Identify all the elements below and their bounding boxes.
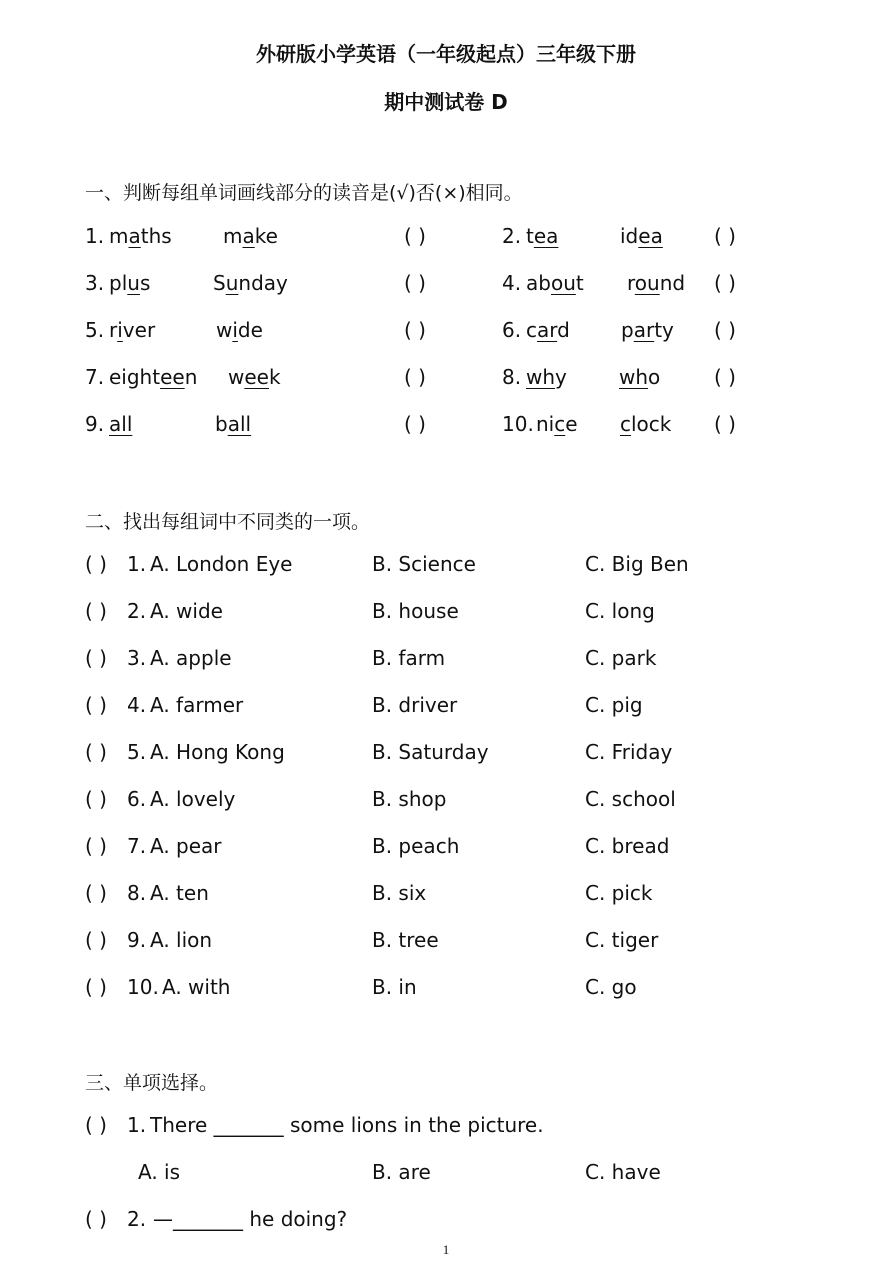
option-a: A. Hong Kong [150, 740, 285, 764]
answer-paren: ( ) [85, 975, 107, 999]
underlined-letters: ou [634, 271, 660, 295]
underlined-letters: ar [633, 318, 655, 342]
option-c: C. pig [585, 693, 643, 717]
section2-item-10 [0, 975, 892, 1005]
word-2 [228, 365, 281, 389]
underlined-letters: ea [638, 224, 663, 248]
underlined-letters: ee [160, 365, 185, 389]
answer-paren: ( ) [714, 271, 736, 295]
section2-item-9 [0, 928, 892, 958]
item-number: 2. [502, 224, 522, 248]
word-part: n [184, 365, 198, 389]
item-number: 3. [85, 271, 105, 295]
underlined-letters: i [232, 318, 238, 342]
underlined-letters: u [225, 271, 239, 295]
word-part: s [139, 271, 151, 295]
underlined-letters: all [109, 412, 133, 436]
answer-paren: ( ) [404, 365, 426, 389]
option-b: B. in [372, 975, 417, 999]
option-c: C. pick [585, 881, 653, 905]
word-part: o [648, 365, 661, 389]
word-2 [619, 365, 660, 389]
option-a: A. lion [150, 928, 213, 952]
word-1 [526, 318, 570, 342]
underlined-letters: a [128, 224, 141, 248]
word-1 [109, 271, 150, 295]
question-text: —_______ he doing? [153, 1207, 348, 1231]
word-1 [109, 318, 155, 342]
underlined-letters: ou [550, 271, 576, 295]
item-number: 8. [127, 881, 147, 905]
underlined-letters: wh [619, 365, 649, 389]
option-a: A. apple [150, 646, 232, 670]
section2-item-1 [0, 552, 892, 582]
answer-paren: ( ) [85, 834, 107, 858]
item-number: 7. [127, 834, 147, 858]
word-part: w [228, 365, 245, 389]
option-a: A. ten [150, 881, 209, 905]
option-b: B. shop [372, 787, 447, 811]
word-1 [109, 224, 172, 248]
word-part: ths [140, 224, 172, 248]
word-2 [620, 224, 663, 248]
word-1 [109, 412, 132, 436]
answer-paren: ( ) [714, 224, 736, 248]
option-a: A. wide [150, 599, 223, 623]
word-part: m [109, 224, 129, 248]
section2-item-8 [0, 881, 892, 911]
item-number: 2. [127, 599, 147, 623]
underlined-letters: c [554, 412, 566, 436]
section2-item-3 [0, 646, 892, 676]
word-part: r [627, 271, 635, 295]
section3-heading: 三、单项选择。 [85, 1072, 219, 1094]
word-part: ab [526, 271, 551, 295]
answer-paren: ( ) [85, 1113, 107, 1137]
word-part: ty [654, 318, 674, 342]
word-2 [621, 318, 674, 342]
answer-paren: ( ) [404, 412, 426, 436]
word-2 [620, 412, 671, 436]
word-part: y [555, 365, 567, 389]
question-number: 1. [127, 1113, 147, 1137]
option-c: C. school [585, 787, 676, 811]
item-number: 4. [127, 693, 147, 717]
option-a: A. with [162, 975, 231, 999]
answer-paren: ( ) [714, 318, 736, 342]
option-c: C. bread [585, 834, 670, 858]
item-number: 10. [127, 975, 159, 999]
question-text: There _______ some lions in the picture. [150, 1113, 544, 1137]
word-1 [526, 224, 558, 248]
answer-paren: ( ) [404, 318, 426, 342]
underlined-letters: ee [244, 365, 269, 389]
option-c: C. Friday [585, 740, 673, 764]
answer-paren: ( ) [85, 693, 107, 717]
word-part: ni [536, 412, 555, 436]
section2-item-2 [0, 599, 892, 629]
item-number: 6. [127, 787, 147, 811]
word-part: de [237, 318, 263, 342]
option-b: B. house [372, 599, 459, 623]
underlined-letters: ar [537, 318, 558, 342]
word-part: S [213, 271, 226, 295]
word-part: eight [109, 365, 161, 389]
item-number: 3. [127, 646, 147, 670]
item-number: 9. [85, 412, 105, 436]
word-part: id [620, 224, 639, 248]
word-part: e [565, 412, 578, 436]
underlined-letters: a [242, 224, 255, 248]
option-b: B. peach [372, 834, 460, 858]
item-number: 4. [502, 271, 522, 295]
underlined-letters: i [117, 318, 123, 342]
answer-paren: ( ) [85, 599, 107, 623]
word-part: t [526, 224, 534, 248]
option-c: C. have [585, 1160, 661, 1184]
word-part: ke [254, 224, 278, 248]
word-part: d [557, 318, 570, 342]
word-2 [216, 318, 263, 342]
word-part: lock [631, 412, 672, 436]
item-number: 5. [85, 318, 105, 342]
word-part: pl [109, 271, 128, 295]
underlined-letters: c [620, 412, 631, 436]
item-number: 8. [502, 365, 522, 389]
underlined-letters: wh [526, 365, 556, 389]
section2-item-6 [0, 787, 892, 817]
answer-paren: ( ) [714, 365, 736, 389]
option-b: B. are [372, 1160, 431, 1184]
answer-paren: ( ) [85, 646, 107, 670]
page-number: 1 [442, 1242, 450, 1257]
option-c: C. park [585, 646, 657, 670]
section2-item-7 [0, 834, 892, 864]
section1-heading: 一、判断每组单词画线部分的读音是(√)否(×)相同。 [85, 182, 523, 204]
word-part: p [621, 318, 634, 342]
word-1 [109, 365, 197, 389]
word-2 [215, 412, 251, 436]
option-b: B. Science [372, 552, 476, 576]
option-b: B. farm [372, 646, 446, 670]
option-a: A. pear [150, 834, 222, 858]
word-part: m [223, 224, 243, 248]
question-number: 2. [127, 1207, 147, 1231]
option-c: C. tiger [585, 928, 659, 952]
word-part: nd [659, 271, 686, 295]
section2-item-5 [0, 740, 892, 770]
word-2 [627, 271, 685, 295]
item-number: 10. [502, 412, 534, 436]
option-a: A. is [138, 1160, 181, 1184]
option-c: C. go [585, 975, 637, 999]
document-title: 外研版小学英语（一年级起点）三年级下册 [256, 42, 636, 66]
document-subtitle: 期中测试卷 D [384, 90, 508, 114]
section3-question-1 [0, 1113, 892, 1143]
answer-paren: ( ) [85, 740, 107, 764]
item-number: 1. [127, 552, 147, 576]
item-number: 9. [127, 928, 147, 952]
word-part: t [575, 271, 584, 295]
option-b: B. tree [372, 928, 439, 952]
option-c: C. Big Ben [585, 552, 689, 576]
underlined-letters: u [127, 271, 140, 295]
word-1 [526, 271, 584, 295]
item-number: 1. [85, 224, 105, 248]
answer-paren: ( ) [85, 552, 107, 576]
item-number: 7. [85, 365, 105, 389]
section2-heading: 二、找出每组词中不同类的一项。 [85, 511, 371, 533]
underlined-letters: ea [533, 224, 559, 248]
word-part: c [526, 318, 537, 342]
word-part: b [215, 412, 228, 436]
word-part: k [268, 365, 281, 389]
word-part: w [216, 318, 233, 342]
option-a: A. farmer [150, 693, 244, 717]
answer-paren: ( ) [404, 271, 426, 295]
item-number: 6. [502, 318, 522, 342]
word-1 [526, 365, 567, 389]
word-part: nday [238, 271, 288, 295]
answer-paren: ( ) [404, 224, 426, 248]
answer-paren: ( ) [85, 881, 107, 905]
word-part: ver [122, 318, 156, 342]
item-number: 5. [127, 740, 147, 764]
answer-paren: ( ) [85, 787, 107, 811]
word-2 [213, 271, 288, 295]
answer-paren: ( ) [85, 1207, 107, 1231]
section3-question-2 [0, 1207, 892, 1237]
word-part: r [109, 318, 118, 342]
answer-paren: ( ) [85, 928, 107, 952]
option-b: B. driver [372, 693, 458, 717]
underlined-letters: all [227, 412, 252, 436]
option-a: A. London Eye [150, 552, 293, 576]
section3-question-1-options [0, 1160, 892, 1190]
option-a: A. lovely [150, 787, 236, 811]
word-2 [223, 224, 278, 248]
option-b: B. Saturday [372, 740, 489, 764]
section2-item-4 [0, 693, 892, 723]
option-c: C. long [585, 599, 655, 623]
word-1 [536, 412, 578, 436]
answer-paren: ( ) [714, 412, 736, 436]
option-b: B. six [372, 881, 427, 905]
